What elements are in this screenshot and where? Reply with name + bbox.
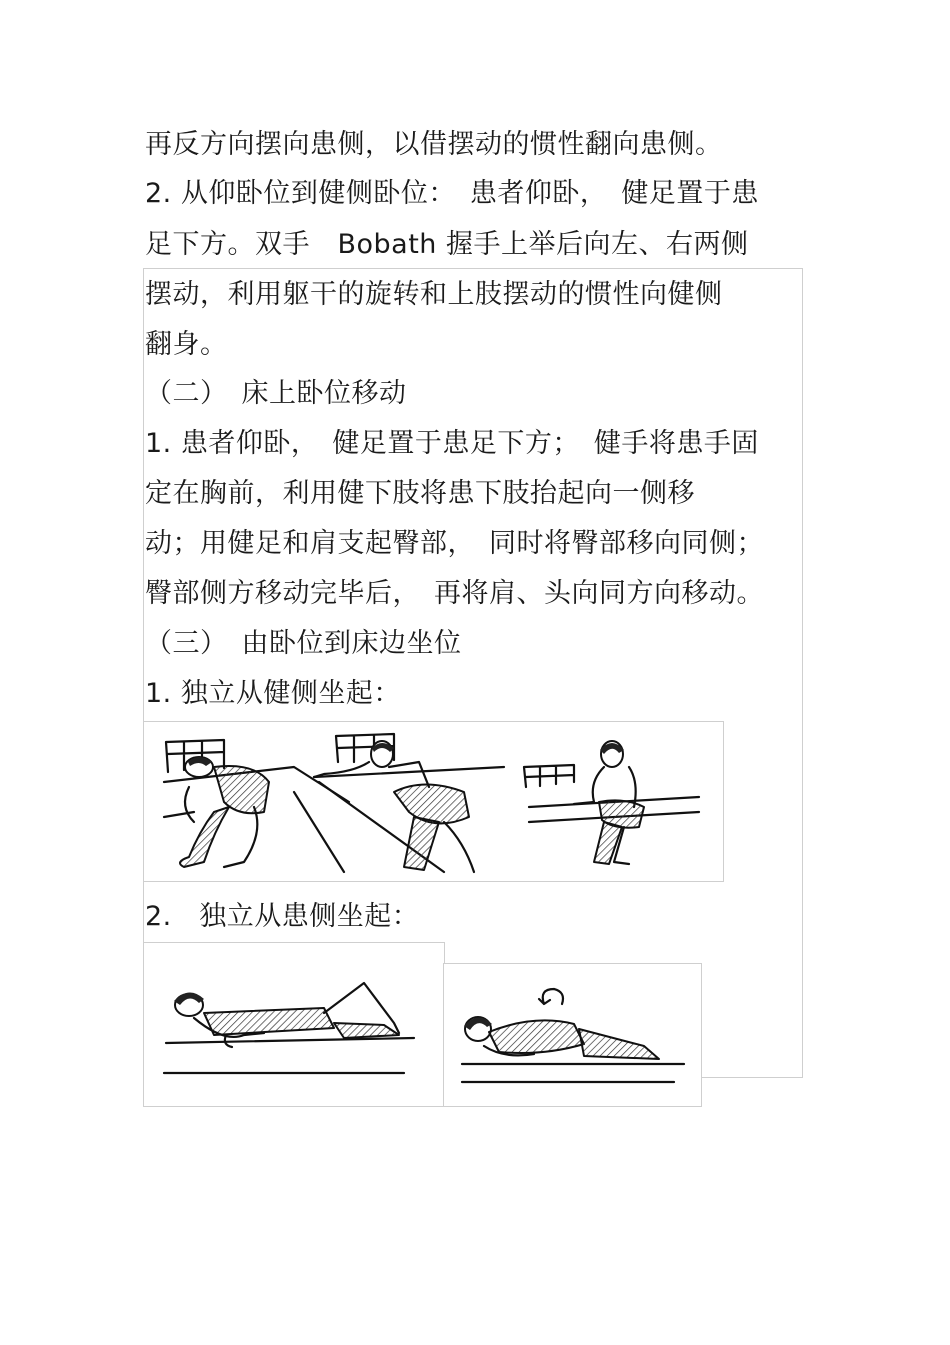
illustration-sit-up-affected-side-1	[143, 942, 445, 1107]
text-line-1: 再反方向摆向患侧，以借摆动的惯性翻向患侧。	[145, 129, 723, 160]
section-heading-2: （二） 床上卧位移动	[145, 378, 407, 409]
section-heading-3: （三） 由卧位到床边坐位	[145, 628, 462, 659]
text-line-7: 1. 患者仰卧， 健足置于患足下方； 健手将患手固	[145, 428, 759, 459]
text-line-4: 摆动，利用躯干的旋转和上肢摆动的惯性向健侧	[145, 279, 723, 310]
figure-panel-pushing-up	[314, 734, 504, 872]
figure-panel-lying	[164, 740, 349, 872]
caption-1: 1. 独立从健侧坐起：	[145, 678, 401, 709]
caption-2: 2. 独立从患侧坐起：	[145, 901, 420, 932]
text-line-2: 2. 从仰卧位到健侧卧位： 患者仰卧， 健足置于患	[145, 178, 759, 209]
illustration-sit-up-affected-side-2	[443, 963, 702, 1107]
text-line-9: 动；用健足和肩支起臀部， 同时将臀部移向同侧；	[145, 528, 764, 559]
illustration-sit-up-healthy-side	[143, 721, 724, 882]
text-line-8: 定在胸前，利用健下肢将患下肢抬起向一侧移	[145, 478, 695, 509]
figure-panel-seated	[524, 741, 699, 864]
text-line-10: 臀部侧方移动完毕后， 再将肩、头向同方向移动。	[145, 578, 764, 609]
text-line-5: 翻身。	[145, 329, 228, 360]
text-line-3: 足下方。双手 Bobath 握手上举后向左、右两侧	[145, 229, 749, 260]
